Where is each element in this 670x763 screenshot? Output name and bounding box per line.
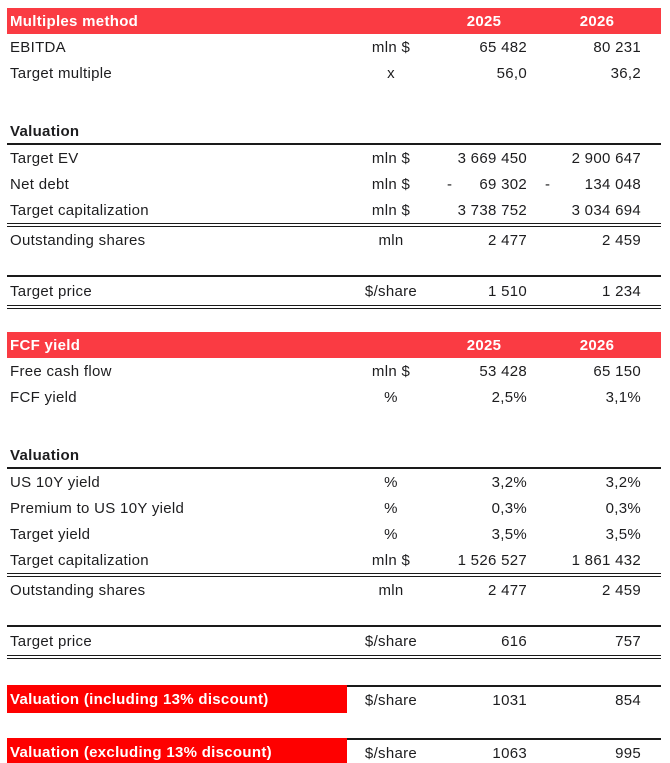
row-value-2026: 2 459	[601, 581, 641, 599]
column-header-2026: 2026	[579, 12, 615, 30]
row-label: Target EV	[10, 149, 79, 167]
value-number: 69 302	[479, 175, 527, 193]
row-value-2026: 0,3%	[605, 499, 641, 517]
row-label: Target price	[10, 632, 92, 650]
row-value-2026: 3,2%	[605, 473, 641, 491]
row-value-2025: 56,0	[496, 64, 527, 82]
row-value-2026: 2 900 647	[571, 149, 641, 167]
row-label: FCF yield	[10, 388, 77, 406]
table-row-target-yield	[7, 521, 661, 547]
column-header-2025: 2025	[466, 336, 502, 354]
row-value-2026: 1 861 432	[571, 551, 641, 569]
row-unit: $/share	[364, 282, 418, 300]
row-unit: $/share	[364, 632, 418, 650]
row-value-2025: 65 482	[479, 38, 527, 56]
row-value-2026: 2 459	[601, 231, 641, 249]
row-label: Net debt	[10, 175, 70, 193]
section-header-multiples	[7, 8, 661, 34]
row-unit: mln $	[371, 551, 411, 569]
row-value-2026: 3,5%	[605, 525, 641, 543]
summary-row-excluding-discount	[7, 738, 661, 763]
table-row-target-price	[7, 275, 661, 309]
table-row-us-10y-yield	[7, 469, 661, 495]
row-label: Premium to US 10Y yield	[10, 499, 185, 517]
row-value-2025: 1 526 527	[457, 551, 527, 569]
value-number: 134 048	[584, 175, 641, 193]
table-row-target-price	[7, 625, 661, 659]
table-row-target-ev	[7, 145, 661, 171]
table-row-net-debt	[7, 171, 661, 197]
row-value-2026	[533, 176, 661, 193]
row-value-2025: 1063	[492, 744, 527, 762]
section-title: Multiples method	[10, 12, 139, 30]
section-header-fcf-yield	[7, 332, 661, 358]
row-value-2025: 3,5%	[491, 525, 527, 543]
row-value-2026: 36,2	[610, 64, 641, 82]
section-title: FCF yield	[10, 336, 81, 354]
table-row-outstanding-shares	[7, 227, 661, 253]
row-unit: %	[384, 388, 398, 406]
row-label: Target capitalization	[10, 201, 149, 219]
table-row-premium-us-10y	[7, 495, 661, 521]
subheader-label: Valuation	[10, 123, 80, 140]
row-unit: mln $	[371, 149, 411, 167]
row-unit: $/share	[364, 691, 418, 709]
negative-sign: -	[545, 175, 551, 193]
row-unit: %	[384, 499, 398, 517]
table-row-fcf-yield	[7, 384, 661, 410]
row-value-2025: 0,3%	[491, 499, 527, 517]
row-label: Target multiple	[10, 64, 113, 82]
summary-row-including-discount	[7, 685, 661, 713]
row-value-2025: 2 477	[487, 581, 527, 599]
row-label: Outstanding shares	[10, 581, 146, 599]
row-unit: %	[384, 525, 398, 543]
table-row-ebitda	[7, 34, 661, 60]
row-unit: x	[387, 64, 395, 82]
row-value-2025: 53 428	[479, 362, 527, 380]
row-value-2026: 65 150	[593, 362, 641, 380]
valuation-subheader	[7, 116, 661, 145]
row-label: Target capitalization	[10, 551, 149, 569]
row-value-2025: 3,2%	[491, 473, 527, 491]
summary-values	[347, 738, 661, 763]
table-row-target-capitalization	[7, 197, 661, 227]
row-value-2026: 854	[615, 691, 641, 709]
row-value-2026: 757	[615, 632, 641, 650]
row-value-2026: 3,1%	[605, 388, 641, 406]
table-row-target-multiple	[7, 60, 661, 86]
row-value-2025: 2,5%	[491, 388, 527, 406]
row-unit: mln $	[371, 201, 411, 219]
row-value-2025: 2 477	[487, 231, 527, 249]
row-value-2026: 1 234	[601, 282, 641, 300]
row-unit: %	[384, 473, 398, 491]
summary-label: Valuation (excluding 13% discount)	[7, 738, 347, 763]
row-label: Target yield	[10, 525, 91, 543]
table-row-outstanding-shares	[7, 577, 661, 603]
table-row-free-cash-flow	[7, 358, 661, 384]
valuation-subheader	[7, 440, 661, 469]
row-unit: $/share	[364, 744, 418, 762]
row-value-2025: 3 669 450	[457, 149, 527, 167]
row-unit: mln	[378, 581, 404, 599]
row-unit: mln	[378, 231, 404, 249]
row-label: Outstanding shares	[10, 231, 146, 249]
row-label: Target price	[10, 282, 92, 300]
row-value-2025: 1 510	[487, 282, 527, 300]
row-value-2025: 1031	[492, 691, 527, 709]
row-value-2026: 80 231	[593, 38, 641, 56]
row-label: Free cash flow	[10, 362, 112, 380]
subheader-label: Valuation	[10, 447, 80, 464]
row-value-2025: 3 738 752	[457, 201, 527, 219]
row-label: EBITDA	[10, 38, 66, 56]
row-label: US 10Y yield	[10, 473, 101, 491]
summary-label: Valuation (including 13% discount)	[7, 685, 347, 713]
row-unit: mln $	[371, 362, 411, 380]
summary-values	[347, 685, 661, 713]
negative-sign: -	[447, 175, 453, 193]
row-value-2025	[435, 176, 533, 193]
column-header-2026: 2026	[579, 336, 615, 354]
table-row-target-capitalization	[7, 547, 661, 577]
row-value-2026: 3 034 694	[571, 201, 641, 219]
column-header-2025: 2025	[466, 12, 502, 30]
row-value-2025: 616	[501, 632, 527, 650]
row-unit: mln $	[371, 175, 411, 193]
row-unit: mln $	[371, 38, 411, 56]
row-value-2026: 995	[615, 744, 641, 762]
